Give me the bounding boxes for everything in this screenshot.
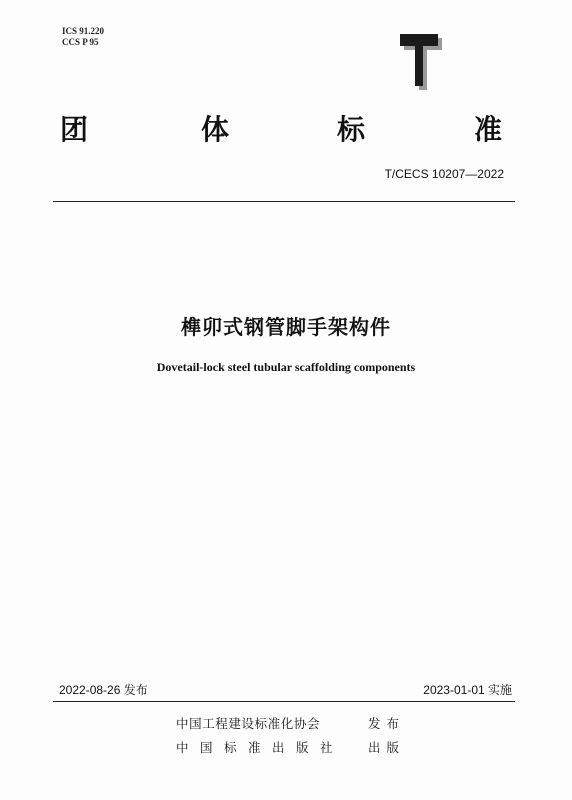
publisher-action: 发布 [368,716,406,731]
bottom-divider [53,701,515,702]
group-standard-heading [60,110,520,150]
publisher-organization: 中国标准出版社 [176,740,345,755]
implementation-date: 2023-01-01 实施 [423,683,512,697]
top-divider [53,201,515,202]
standard-title-english: Dovetail-lock steel tubular scaffolding components [156,360,416,374]
t-standard-logo [400,34,442,90]
heading-char: 团 [60,113,89,146]
heading-char: 标 [337,113,366,146]
issue-date: 2022-08-26 发布 [59,683,148,697]
ccs-code: CCS P 95 [62,37,99,47]
heading-char: 体 [201,113,230,146]
publisher-action: 出版 [368,740,406,755]
standard-title-chinese: 榫卯式钢管脚手架构件 [181,315,391,339]
classification-codes [62,26,104,48]
publisher-organization: 中国工程建设标准化协会 [176,716,321,731]
heading-char: 准 [474,113,503,146]
ics-code: ICS 91.220 [62,26,105,36]
standard-number: T/CECS 10207—2022 [384,167,504,181]
